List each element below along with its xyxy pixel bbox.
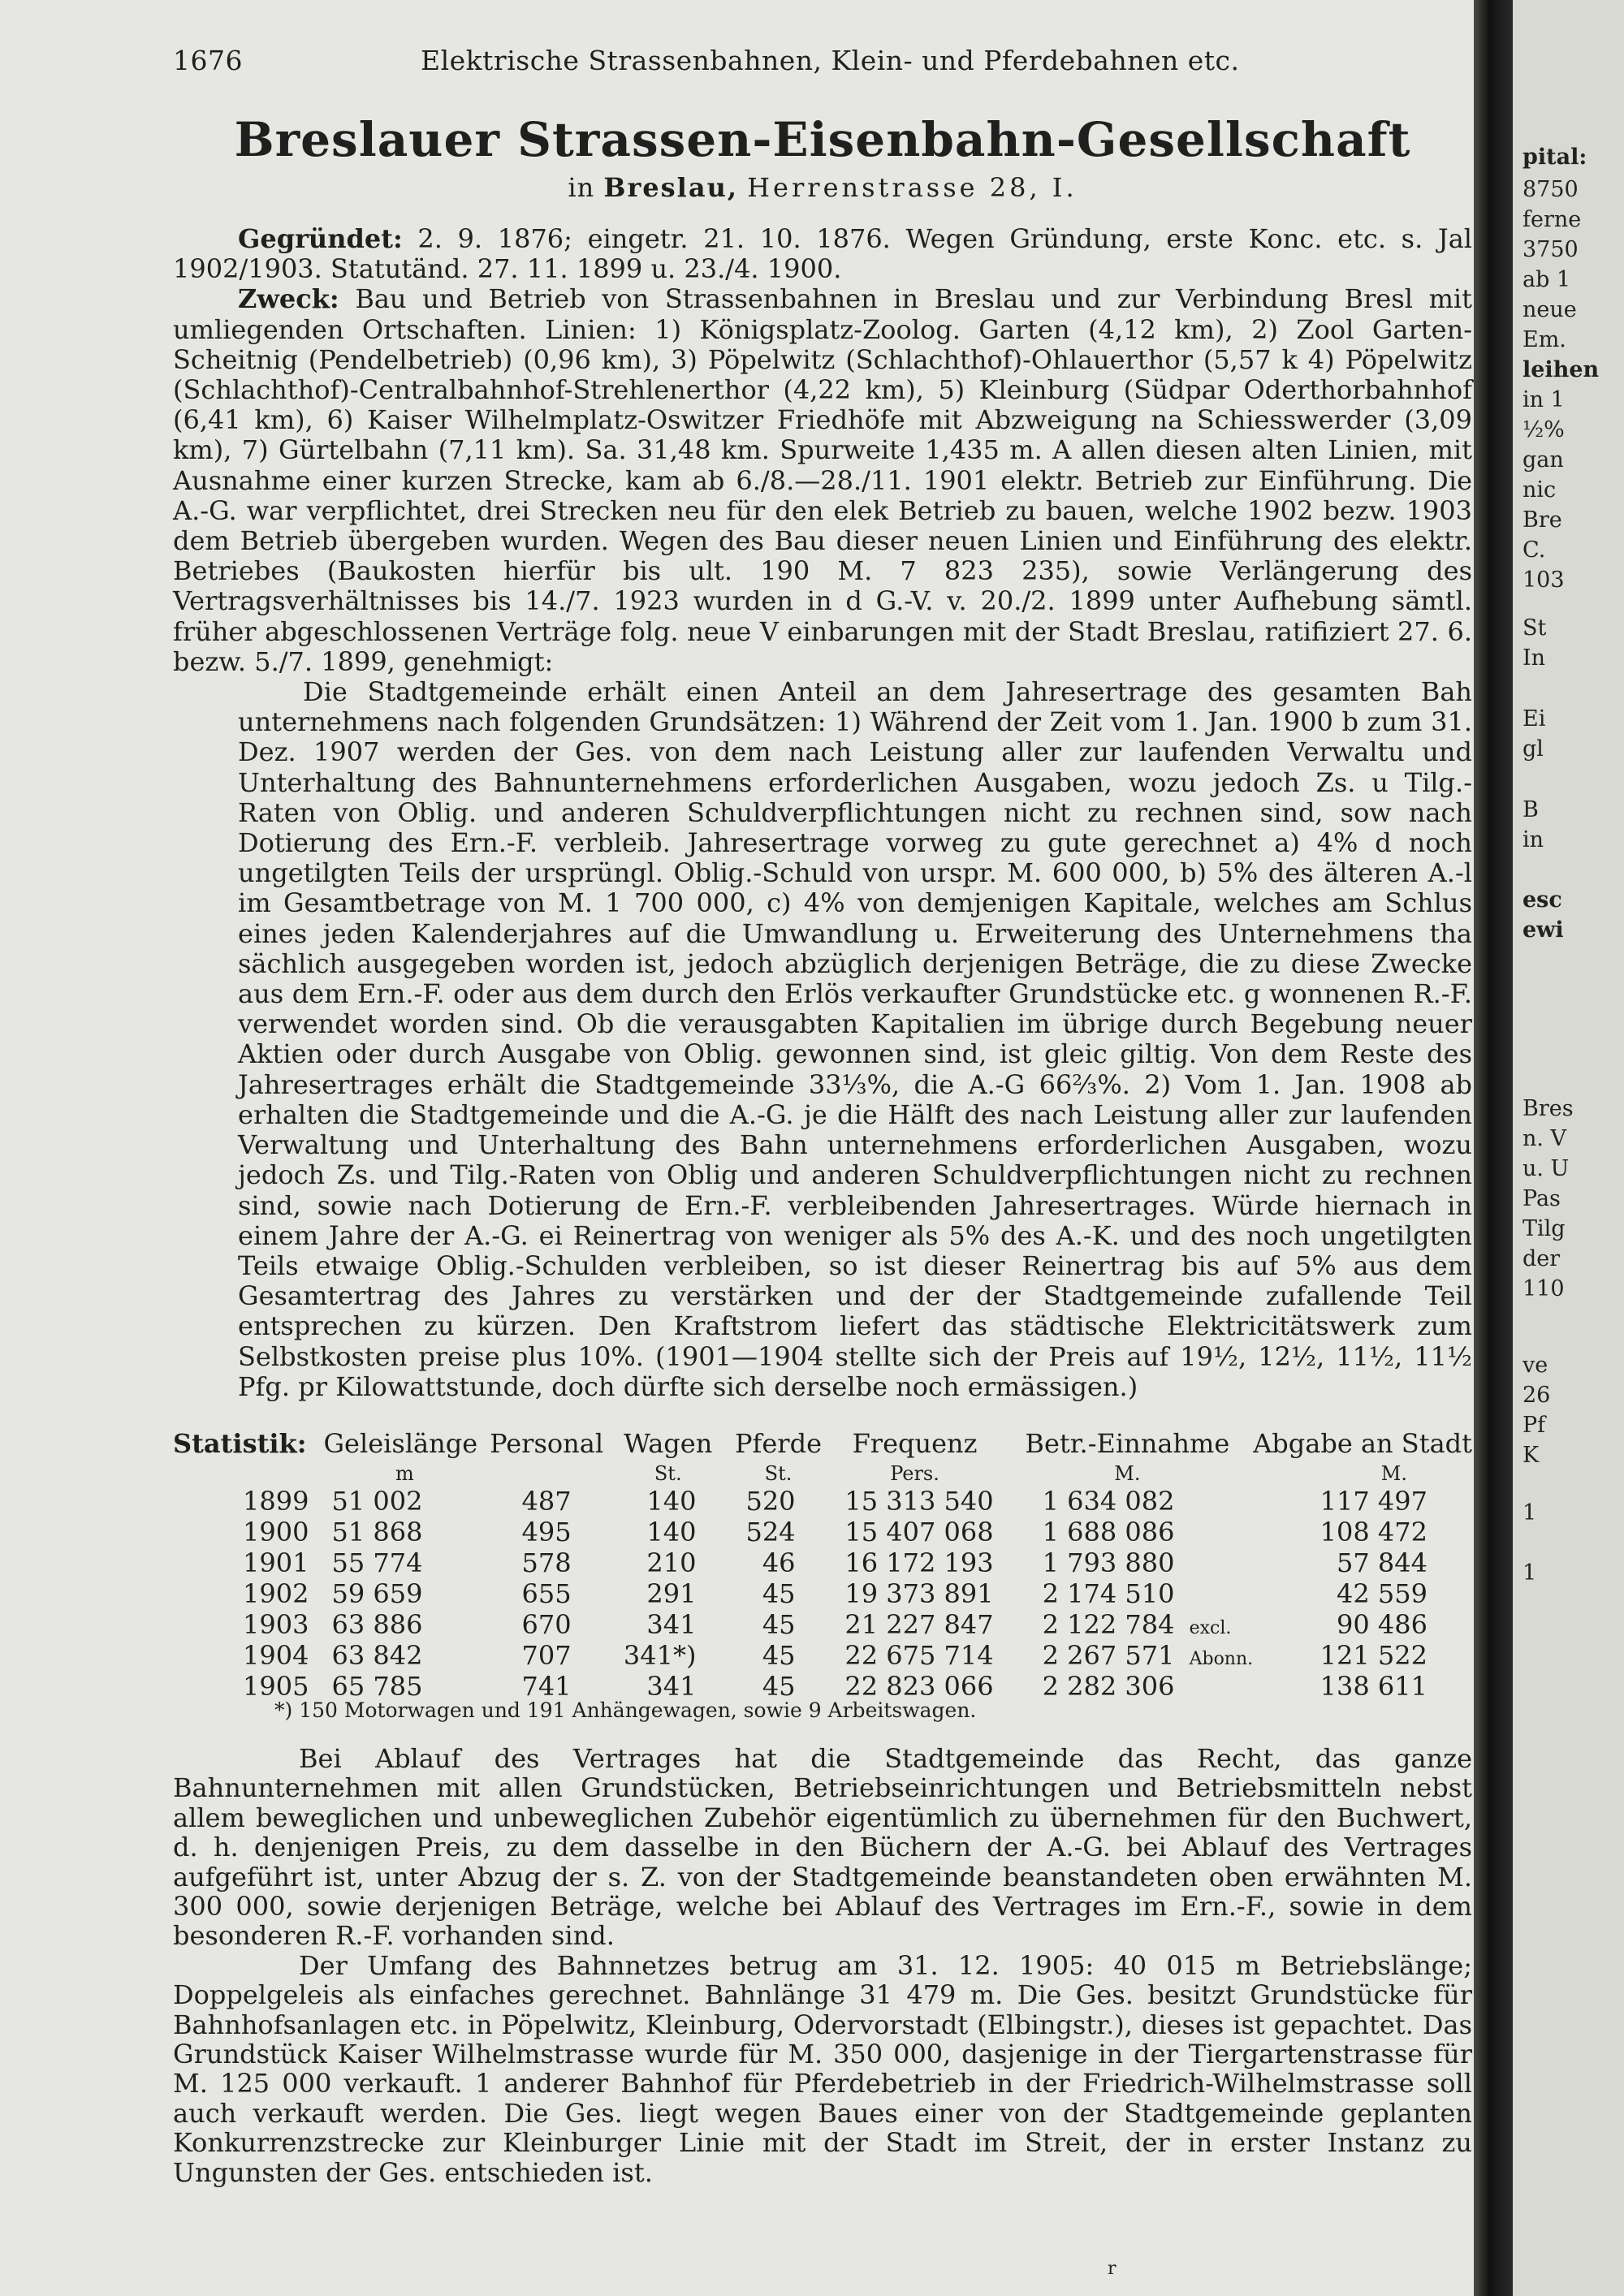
adjacent-fragment: Ei xyxy=(1522,706,1546,732)
unit-label xyxy=(486,1461,607,1486)
cell: 15 407 068 xyxy=(844,1517,994,1547)
cell: 1 793 880 xyxy=(1042,1547,1175,1578)
cell: 22 823 066 xyxy=(844,1671,994,1702)
cell-year: 1899 xyxy=(243,1486,309,1517)
adjacent-fragment: pital: xyxy=(1522,145,1587,170)
cell: 42 559 xyxy=(1337,1578,1427,1609)
unit-label: M. xyxy=(1380,1462,1407,1485)
adjacent-fragment: leihen xyxy=(1522,357,1600,382)
cell: 1 634 082 xyxy=(1042,1486,1175,1517)
table-row xyxy=(173,1640,1472,1671)
table-row xyxy=(173,1547,1472,1578)
table-row xyxy=(173,1517,1472,1547)
col-header: Frequenz xyxy=(852,1428,978,1459)
cell: 210 xyxy=(646,1547,697,1578)
cell xyxy=(1002,1640,1254,1671)
cell: 15 313 540 xyxy=(844,1486,994,1517)
table-footnote: *) 150 Motorwagen und 191 Anhängewagen, sowie 9 Arbeitswagen. xyxy=(274,1698,977,1722)
cell-year: 1901 xyxy=(243,1547,309,1578)
cell: 670 xyxy=(521,1609,572,1640)
table-row xyxy=(173,1578,1472,1609)
adjacent-fragment: neue xyxy=(1522,297,1577,322)
cell: 341 xyxy=(646,1609,697,1640)
adjacent-fragment: ewi xyxy=(1522,917,1564,943)
adjacent-fragment: K xyxy=(1522,1443,1540,1468)
bracket-note-abonn: Abonn. xyxy=(1189,1649,1254,1669)
adjacent-fragment: 3750 xyxy=(1522,237,1579,262)
unit-label: St. xyxy=(764,1462,793,1485)
table-row xyxy=(173,1486,1472,1517)
cell: 2 174 510 xyxy=(1042,1578,1175,1609)
col-header: Wagen xyxy=(624,1428,713,1459)
cell: 22 675 714 xyxy=(844,1640,994,1671)
adjacent-fragment: B xyxy=(1522,797,1539,822)
cell: 741 xyxy=(521,1671,572,1702)
statistics-header-row xyxy=(173,1426,1472,1461)
adjacent-fragment: Em. xyxy=(1522,327,1566,352)
adjacent-fragment: C. xyxy=(1522,537,1546,563)
cell: 63 886 xyxy=(331,1609,423,1640)
running-header xyxy=(173,45,1472,81)
cell: 59 659 xyxy=(331,1578,423,1609)
agreement-paragraph: Die Stadtgemeinde erhält einen Anteil an dem Jahresertrage des gesamten Bah unternehmens nach folgenden Grundsätzen: 1) Während der Zeit vom 1. Jan. 1900 b zum 31. Dez. 1907 werden der Ges. von dem nach Leistung aller zur laufenden Verwaltu und Unterhaltung des Bahnunternehmens erforderlichen Ausgaben, wozu jedoch Zs. u Tilg.-Raten von Oblig. und anderen Schuldverpflichtungen nicht zu rechnen sind, sow nach Dotierung des Ern.-F. verbleib. Jahresertrage vorweg zu gute gerechnet a) 4% d noch ungetilgten Teils der ursprüngl. Oblig.-Schuld von urspr. M. 600 000, b) 5% des älteren A.-l im Gesamtbetrage von M. 1 700 000, c) 4% von demjenigen Kapitale, welches am Schlus eines jeden Kalenderjahres auf die Umwandlung u. Erweiterung des Unternehmens tha sächlich ausgegeben worden ist, jedoch abzüglich derjenigen Beträge, die zu diese Zwecke aus dem Ern.-F. oder aus dem durch den Erlös verkaufter Grundstücke etc. g wonnenen R.-F. verwendet worden sind. Ob die verausgabten Kapitalien im übrige durch Begebung neuer Aktien oder durch Ausgabe von Oblig. gewonnen sind, ist gleic giltig. Von dem Reste des Jahresertrages erhält die Stadtgemeinde 33⅓%, die A.-G 66⅔%. 2) Vom 1. Jan. 1908 ab erhalten die Stadtgemeinde und die A.-G. je die Hälft des nach Leistung aller zur laufenden Verwaltung und Unterhaltung des Bahn unternehmens erforderlichen Ausgaben, wozu jedoch Zs. und Tilg.-Raten von Oblig und anderen Schuldverpflichtungen nicht zu rechnen sind, sowie nach Dotierung de Ern.-F. verbleibenden Jahresertrages. Würde hiernach in einem Jahre der A.-G. ei Reinertrag von weniger als 5% des A.-K. und des noch ungetilgten Teils etwaige Oblig.-Schulden verbleiben, so ist dieser Reinertrag bis auf 5% aus dem Gesamtertrag des Jahres zu verstärken und der der Stadtgemeinde zufallende Teil entsprechen zu kürzen. Den Kraftstrom liefert das städtische Elektricitätswerk zum Selbstkosten preise plus 10%. (1901—1904 stellte sich der Preis auf 19½, 12½, 11½, 11½ Pfg. pr Kilowattstunde, doch dürfte sich derselbe noch ermässigen.) xyxy=(238,676,1472,1402)
adjacent-fragment: 1 xyxy=(1522,1560,1537,1586)
cell: 55 774 xyxy=(331,1547,423,1578)
cell: 140 xyxy=(646,1486,697,1517)
cell: 524 xyxy=(745,1517,796,1547)
cell-value: 2 267 571 xyxy=(1042,1640,1175,1671)
closing-paragraph-1: Bei Ablauf des Vertrages hat die Stadtgemeinde das Recht, das ganze Bahnunternehmen mit allen Grundstücken, Betriebseinrichtungen und Betriebsmitteln nebst allem beweglichen und unbeweglichen Zubehör eigentümlich zu übernehmen für den Buchwert, d. h. denjenigen Preis, zu dem dasselbe in den Büchern der A.-G. bei Ablauf des Vertrages aufgeführt ist, unter Abzug der s. Z. von der Stadtgemeinde beanstandeten oben erwähnten M. 300 000, sowie derjenigen Beträge, welche bei Ablauf des Vertrages im Ern.-F., sowie in dem besonderen R.-F. vorhanden sind. xyxy=(173,1743,1472,1952)
cell: 46 xyxy=(762,1547,796,1578)
adjacent-fragment: ½% xyxy=(1522,417,1565,442)
cell: 51 868 xyxy=(331,1517,423,1547)
bracket-note-excl: excl. xyxy=(1189,1618,1232,1638)
company-address: Herrenstrasse 28, I. xyxy=(747,172,1078,203)
adjacent-fragment: n. V xyxy=(1522,1126,1567,1151)
location-prefix: in xyxy=(568,172,595,203)
cell: 19 373 891 xyxy=(844,1578,994,1609)
cell: 495 xyxy=(521,1517,572,1547)
cell-year: 1904 xyxy=(243,1640,309,1671)
cell: 140 xyxy=(646,1517,697,1547)
cell: 578 xyxy=(521,1547,572,1578)
cell: 45 xyxy=(762,1640,796,1671)
book-gutter xyxy=(1474,0,1513,2296)
adjacent-fragment: 110 xyxy=(1522,1276,1565,1301)
purpose-label: Zweck: xyxy=(238,283,339,315)
col-header: Abgabe an Stadt xyxy=(1253,1428,1472,1459)
cell: 1 688 086 xyxy=(1042,1517,1175,1547)
adjacent-fragment: Bres xyxy=(1522,1096,1574,1121)
page-number: 1676 xyxy=(173,45,243,76)
founded-paragraph xyxy=(173,224,1472,284)
col-header: Geleislänge xyxy=(323,1428,478,1459)
adjacent-fragment: 103 xyxy=(1522,568,1565,593)
table-row xyxy=(173,1609,1472,1640)
cell: 655 xyxy=(521,1578,572,1609)
cell-year: 1900 xyxy=(243,1517,309,1547)
adjacent-fragment: der xyxy=(1522,1246,1561,1271)
cell: 121 522 xyxy=(1320,1640,1427,1671)
cell: 520 xyxy=(745,1486,796,1517)
adjacent-fragment: Tilg xyxy=(1522,1216,1566,1241)
company-location xyxy=(173,172,1472,203)
cell: 291 xyxy=(646,1578,697,1609)
adjacent-page-edge xyxy=(1513,0,1624,2296)
adjacent-fragment: Bre xyxy=(1522,507,1562,533)
col-header: Pferde xyxy=(734,1428,823,1459)
cell: 138 611 xyxy=(1320,1671,1427,1702)
adjacent-fragment: Pf xyxy=(1522,1413,1546,1438)
cell-year: 1903 xyxy=(243,1609,309,1640)
company-title: Breslauer Strassen-Eisenbahn-Gesellschaft xyxy=(234,112,1411,167)
unit-label: M. xyxy=(1114,1462,1141,1485)
cell-year: 1905 xyxy=(243,1671,309,1702)
adjacent-fragment: St xyxy=(1522,615,1547,641)
cell: 45 xyxy=(762,1671,796,1702)
cell: 487 xyxy=(521,1486,572,1517)
bottom-mark: r xyxy=(1108,2259,1116,2279)
cell: 45 xyxy=(762,1609,796,1640)
adjacent-fragment: ve xyxy=(1522,1353,1548,1378)
main-text xyxy=(173,224,1472,1402)
unit-label: Pers. xyxy=(890,1462,939,1485)
adjacent-fragment: nic xyxy=(1522,477,1557,503)
purpose-text: Bau und Betrieb von Strassenbahnen in Breslau und zur Verbindung Bresl mit umliegenden Ortschaften. Linien: 1) Königsplatz-Zoolog. Garten (4,12 km), 2) Zool Garten-Scheitnig (Pendelbetrieb) (0,96 km), 3) Pöpelwitz (Schlachthof)-Ohlauerthor (5,57 k 4) Pöpelwitz (Schlachthof)-Centralbahnhof-Strehlenerthor (4,22 km), 5) Kleinburg (Südpar Oderthorbahnhof (6,41 km), 6) Kaiser Wilhelmplatz-Oswitzer Friedhöfe mit Abzweigung na Schiesswerder (3,09 km), 7) Gürtelbahn (7,11 km). Sa. 31,48 km. Spurweite 1,435 m. A allen diesen alten Linien, mit Ausnahme einer kurzen Strecke, kam ab 6./8.—28./11. 1901 elektr. Betrieb zur Einführung. Die A.-G. war verpflichtet, drei Strecken neu für den elek Betrieb zu bauen, welche 1902 bezw. 1903 dem Betrieb übergeben wurden. Wegen des Bau dieser neuen Linien und Einführung des elektr. Betriebes (Baukosten hierfür bis ult. 190 M. 7 823 235), sowie Verlängerung des Vertragsverhältnisses bis 14./7. 1923 wurden in d G.-V. v. 20./2. 1899 unter Aufhebung sämtl. früher abgeschlossenen Verträge folg. neue V einbarungen mit der Stadt Breslau, ratifiziert 27. 6. bezw. 5./7. 1899, genehmigt: xyxy=(173,283,1473,677)
cell xyxy=(1002,1609,1254,1640)
cell: 707 xyxy=(521,1640,572,1671)
cell: 108 472 xyxy=(1320,1517,1427,1547)
adjacent-fragment: gan xyxy=(1522,447,1564,473)
purpose-paragraph xyxy=(173,284,1472,677)
cell: 57 844 xyxy=(1337,1547,1427,1578)
cell: 65 785 xyxy=(331,1671,423,1702)
cell-year: 1902 xyxy=(243,1578,309,1609)
cell-value: 2 122 784 xyxy=(1042,1609,1175,1640)
cell: 117 497 xyxy=(1320,1486,1427,1517)
cell: 45 xyxy=(762,1578,796,1609)
col-header: Personal xyxy=(490,1428,604,1459)
adjacent-fragment: esc xyxy=(1522,887,1562,913)
statistics-table xyxy=(173,1426,1472,1702)
cell: 2 282 306 xyxy=(1042,1671,1175,1702)
closing-text xyxy=(173,1744,1472,2187)
col-header: Betr.-Einnahme xyxy=(1025,1428,1230,1459)
statistics-units-row xyxy=(173,1461,1472,1486)
founded-text: 2. 9. 1876; eingetr. 21. 10. 1876. Wegen Gründung, erste Konc. etc. s. Jal 1902/1903. Statutänd. 27. 11. 1899 u. 23./4. 1900. xyxy=(173,223,1472,285)
adjacent-fragment: 1 xyxy=(1522,1500,1537,1526)
running-title: Elektrische Strassenbahnen, Klein- und Pferdebahnen etc. xyxy=(421,45,1240,76)
cell: 21 227 847 xyxy=(844,1609,994,1640)
cell: 51 002 xyxy=(331,1486,423,1517)
adjacent-fragment: Pas xyxy=(1522,1186,1561,1211)
adjacent-fragment: in xyxy=(1522,827,1544,852)
adjacent-fragment: u. U xyxy=(1522,1156,1570,1181)
adjacent-fragment: gl xyxy=(1522,736,1544,762)
cell: 341 xyxy=(646,1671,697,1702)
cell: 341*) xyxy=(623,1640,697,1671)
unit-label: St. xyxy=(654,1462,682,1485)
cell: 63 842 xyxy=(331,1640,423,1671)
cell: 90 486 xyxy=(1337,1609,1427,1640)
company-city: Breslau, xyxy=(603,172,738,203)
statistics-label: Statistik: xyxy=(173,1428,307,1459)
adjacent-fragment: 8750 xyxy=(1522,177,1579,202)
adjacent-fragment: In xyxy=(1522,645,1546,671)
closing-paragraph-2: Der Umfang des Bahnnetzes betrug am 31. 12. 1905: 40 015 m Betriebslänge; Doppelgeleis als einfaches gerechnet. Bahnlänge 31 479 m. Die Ges. besitzt Grundstücke für Bahnhofsanlagen etc. in Pöpelwitz, Kleinburg, Odervorstadt (Elbingstr.), dieses ist gepachtet. Das Grundstück Kaiser Wilhelmstrasse wurde für M. 350 000, dasjenige in der Tiergartenstrasse für M. 125 000 verkauft. 1 anderer Bahnhof für Pferdebetrieb in der Friedrich-Wilhelmstrasse soll auch verkauft werden. Die Ges. liegt wegen Baues einer von der Stadtgemeinde geplanten Konkurrenzstrecke zur Kleinburger Linie mit der Stadt im Streit, der in erster Instanz zu Ungunsten der Ges. entschieden ist. xyxy=(173,1949,1472,2188)
cell: 16 172 193 xyxy=(844,1547,994,1578)
adjacent-fragment: ferne xyxy=(1522,207,1582,232)
adjacent-fragment: 26 xyxy=(1522,1383,1551,1408)
adjacent-fragment: in 1 xyxy=(1522,387,1565,412)
founded-label: Gegründet: xyxy=(238,223,403,254)
unit-label: m xyxy=(395,1462,414,1485)
adjacent-fragment: ab 1 xyxy=(1522,267,1571,292)
table-row xyxy=(173,1671,1472,1702)
